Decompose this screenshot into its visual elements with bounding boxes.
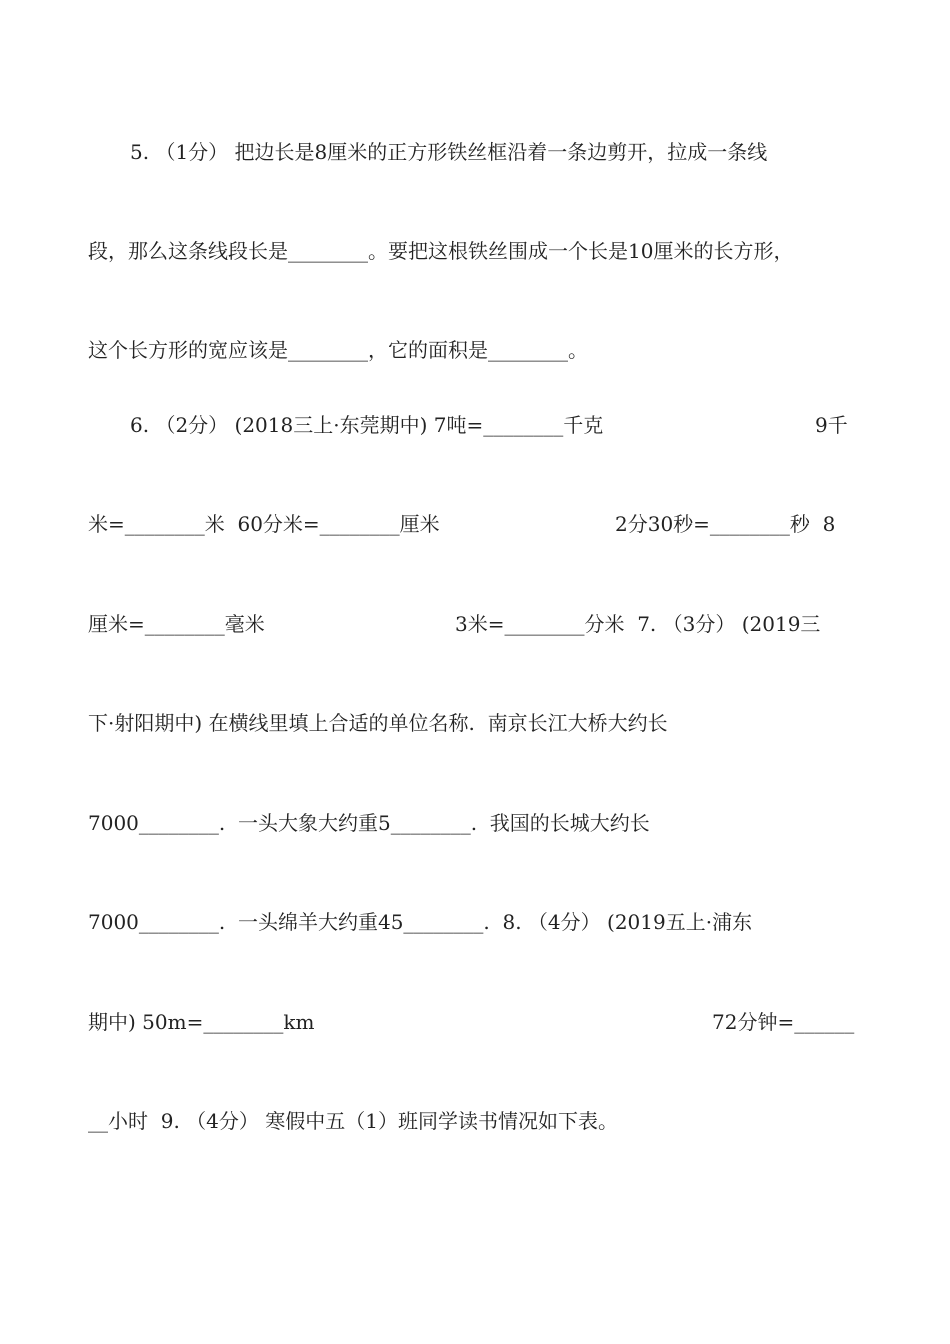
text-line-3: [0, 330, 950, 370]
line-text: __小时 9. （4分） 寒假中五（1）班同学读书情况如下表。: [88, 1109, 618, 1133]
text-line-1: [0, 132, 950, 172]
line-text: 7000________. 一头绵羊大约重45________. 8. （4分） (2019五上·浦东: [88, 910, 753, 934]
text-line-6: [0, 604, 950, 644]
line-text-right: 2分30秒=________秒 8: [615, 512, 836, 536]
line-text: 下·射阳期中) 在横线里填上合适的单位名称. 南京长江大桥大约长: [88, 711, 668, 735]
line-text: 米=________米 60分米=________厘米: [88, 512, 440, 536]
line-text: 这个长方形的宽应该是________，它的面积是________。: [88, 338, 588, 362]
text-line-2: [0, 231, 950, 271]
line-text-right: 3米=________分米 7. （3分） (2019三: [455, 612, 821, 636]
text-line-8: [0, 803, 950, 843]
text-line-5: [0, 504, 950, 544]
line-text: 期中) 50m=________km: [88, 1010, 315, 1034]
line-text-right: 9千: [815, 413, 848, 437]
line-text: 7000________. 一头大象大约重5________. 我国的长城大约长: [88, 811, 650, 835]
line-text: 5. （1分） 把边长是8厘米的正方形铁丝框沿着一条边剪开，拉成一条线: [130, 140, 768, 164]
line-text: 段，那么这条线段长是________。要把这根铁丝围成一个长是10厘米的长方形，: [88, 239, 794, 263]
text-line-7: [0, 703, 950, 743]
line-text: 6. （2分） (2018三上·东莞期中) 7吨=________千克: [130, 413, 604, 437]
text-line-11: [0, 1101, 950, 1141]
text-line-10: [0, 1002, 950, 1042]
line-text-right: 72分钟=______: [712, 1010, 855, 1034]
text-line-4: [0, 405, 950, 445]
text-line-9: [0, 902, 950, 942]
line-text: 厘米=________毫米: [88, 612, 265, 636]
